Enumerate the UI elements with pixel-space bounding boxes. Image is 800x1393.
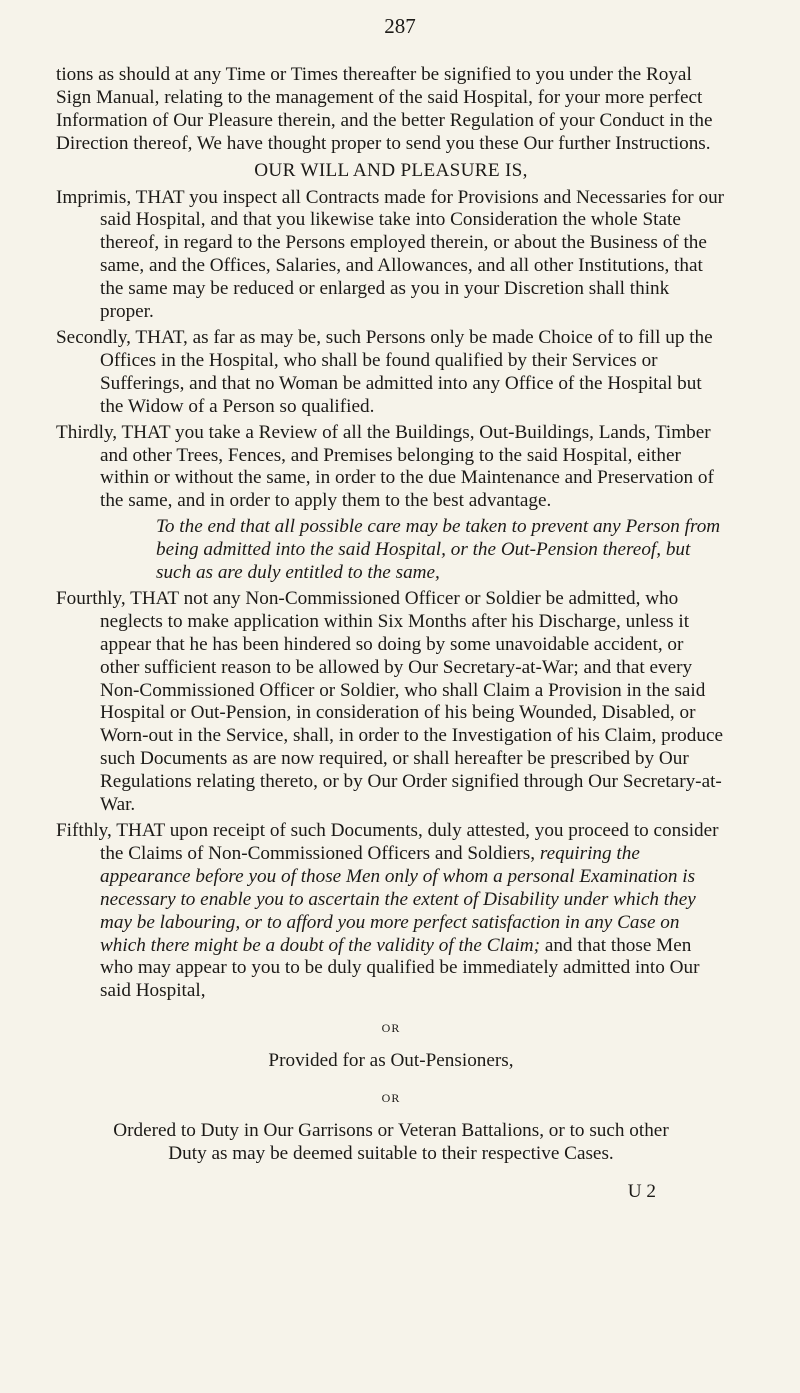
signature-mark: U 2 xyxy=(627,1180,656,1202)
document-body xyxy=(56,64,726,1202)
intro-paragraph: tions as should at any Time or Times thereafter be signified to you under the Royal Sign Manual, relating to the management of the said Hospital, for your more perfect Information of Our Pleasure therein, and the better Regulation of your Conduct in the Direction thereof, We have thought proper to send you these Our further Instructions. xyxy=(56,64,713,154)
page-number: 287 xyxy=(384,14,416,38)
or-divider-2: OR xyxy=(381,1091,401,1106)
thirdly-paragraph: Thirdly, THAT you take a Review of all the Buildings, Out-Buildings, Lands, Timber and other Trees, Fences, and Premises belonging to the said Hospital, either within or without the same, in order to the due Maintenance and Preservation of the same, and in order to apply them to the best advantage. xyxy=(56,421,714,512)
ordered-paragraph: Ordered to Duty in Our Garrisons or Veteran Battalions, or to such other Duty as may be deemed suitable to their respective Cases. xyxy=(113,1119,669,1164)
provided-line: Provided for as Out-Pensioners, xyxy=(268,1050,514,1072)
thirdly-italic-note: To the end that all possible care may be taken to prevent any Person from being admitted into the said Hospital, or the Out-Pension thereof, but such as are duly entitled to the same, xyxy=(156,516,721,584)
fourthly-paragraph: Fourthly, THAT not any Non-Commissioned Officer or Soldier be admitted, who neglects to make application within Six Months after his Discharge, unless it appear that he has been hindered so doing by some unavoidable accident, or other sufficient reason to be allowed by Our Secretary-at-War; and that every Non-Commissioned Officer or Soldier, who shall Claim a Provision in the said Hospital or Out-Pension, in consideration of his being Wounded, Disabled, or Worn-out in the Service, shall, in order to the Investigation of his Claim, produce such Documents as are now required, or shall hereafter be prescribed by Our Regulations relating thereto, or by Our Order signified through Our Secretary-at-War. xyxy=(56,587,723,816)
section-heading: OUR WILL AND PLEASURE IS, xyxy=(254,159,528,181)
secondly-paragraph: Secondly, THAT, as far as may be, such Persons only be made Choice of to fill up the Offices in the Hospital, who shall be found qualified by their Services or Sufferings, and that no Woman be admitted into any Office of the Hospital but the Widow of a Person so qualified. xyxy=(56,326,713,417)
fifthly-italic: requiring the appearance before you of those Men only of whom a personal Examination is necessary to enable you to ascertain the extent of Disability under which they may be labouring, or to afford you more perfect satisfaction in any Case on which there might be a doubt of the validity of the Claim; xyxy=(100,842,696,956)
fifthly-start: Fifthly, THAT upon receipt of such Documents, duly attested, you proceed to consider the Claims of Non-Commissioned Officers and Soldiers, xyxy=(56,820,719,864)
imprimis-paragraph: Imprimis, THAT you inspect all Contracts made for Provisions and Necessaries for our said Hospital, and that you likewise take into Consideration the whole State thereof, in regard to the Persons employed therein, or about the Business of the same, and the Offices, Salaries, and Allowances, and all other Institutions, that the same may be reduced or enlarged as you in your Discretion shall think proper. xyxy=(56,186,725,323)
or-divider-1: OR xyxy=(381,1021,401,1036)
fifthly-end: and that those Men who may appear to you to be duly qualified be immediately admitted into Our said Hospital, xyxy=(100,934,700,1002)
fifthly-paragraph xyxy=(56,820,726,1003)
